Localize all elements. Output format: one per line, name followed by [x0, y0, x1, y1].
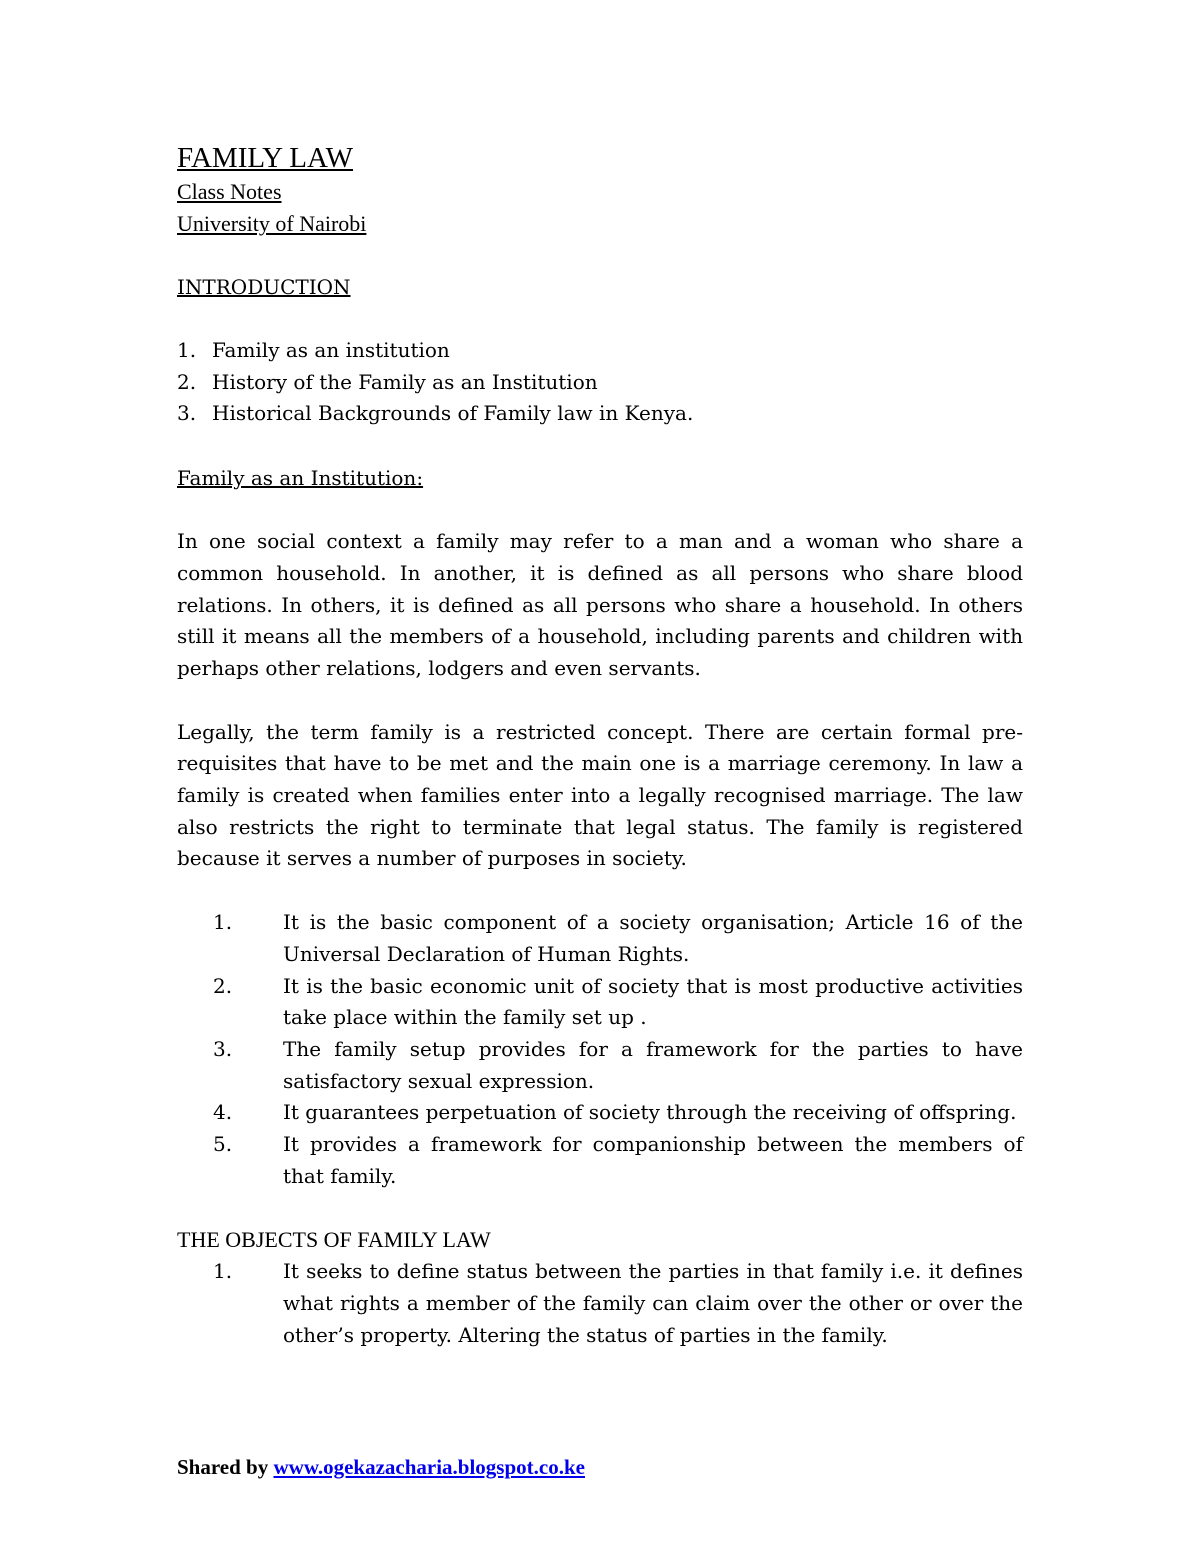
list-item-text: Historical Backgrounds of Family law in Kenya.	[212, 401, 694, 426]
objects-of-family-law-heading: THE OBJECTS OF FAMILY LAW	[177, 1227, 491, 1253]
legal-family-paragraph: Legally, the term family is a restricted concept. There are certain formal pre-requisites that have to be met and the main one is a marriage ceremony. In law a family is created when families enter into a legally recognised marriage. The law also restricts the right to terminate that legal status. The family is registered because it serves a number of purposes in society.	[177, 719, 1023, 871]
list-item-number: 1.	[213, 910, 233, 935]
list-item	[177, 367, 1023, 399]
list-item	[177, 907, 1023, 970]
document-subtitle-university: University of Nairobi	[177, 211, 367, 236]
introduction-heading: INTRODUCTION	[177, 275, 351, 299]
list-item-text: It is the basic component of a society organisation; Article 16 of the Universal Declaration of Human Rights.	[283, 910, 1023, 966]
family-institution-heading: Family as an Institution:	[177, 466, 424, 491]
list-item-text: Family as an institution	[212, 338, 450, 362]
list-item-text: It seeks to define status between the parties in that family i.e. it defines what rights a member of the family can claim over the other or over the other’s property. Altering the status of parties in the family.	[283, 1259, 1023, 1347]
list-item-number: 2.	[213, 973, 233, 998]
list-item-number: 2.	[177, 369, 197, 394]
list-item-number: 5.	[213, 1132, 233, 1157]
list-item-text: History of the Family as an Institution	[212, 369, 598, 394]
list-item-number: 4.	[213, 1100, 233, 1125]
shared-by-footer	[177, 1455, 585, 1480]
list-item-number: 1.	[177, 338, 197, 362]
list-item	[177, 971, 1023, 1034]
list-item-number: 3.	[213, 1036, 233, 1061]
document-page	[177, 140, 1023, 1352]
introduction-list	[177, 335, 1023, 430]
family-definition-paragraph: In one social context a family may refer to a man and a woman who share a common household. In another, it is defined as all persons who share blood relations. In others, it is defined as all persons who share a household. In others still it means all the members of a household, including parents and children with perhaps other relations, lodgers and even servants.	[177, 529, 1023, 680]
list-item-text: The family setup provides for a framework for the parties to have satisfactory sexual expression.	[283, 1036, 1023, 1093]
list-item	[177, 1097, 1023, 1129]
footer-prefix: Shared by	[177, 1455, 274, 1479]
list-item-number: 3.	[177, 401, 197, 426]
list-item-text: It provides a framework for companionship between the members of that family.	[283, 1132, 1023, 1188]
document-subtitle-class-notes: Class Notes	[177, 179, 282, 204]
list-item	[177, 1034, 1023, 1097]
list-item	[177, 398, 1023, 430]
family-purposes-list	[177, 907, 1023, 1192]
list-item	[177, 1129, 1023, 1192]
blog-link[interactable]: www.ogekazacharia.blogspot.co.ke	[273, 1455, 585, 1479]
list-item	[177, 1256, 1023, 1351]
list-item-number: 1.	[213, 1259, 233, 1284]
list-item-text: It is the basic economic unit of society that is most productive activities take place within the family set up .	[283, 973, 1023, 1030]
list-item	[177, 335, 1023, 367]
objects-list	[177, 1256, 1023, 1351]
document-title: FAMILY LAW	[177, 142, 353, 174]
list-item-text: It guarantees perpetuation of society through the receiving of offspring.	[283, 1100, 1017, 1125]
